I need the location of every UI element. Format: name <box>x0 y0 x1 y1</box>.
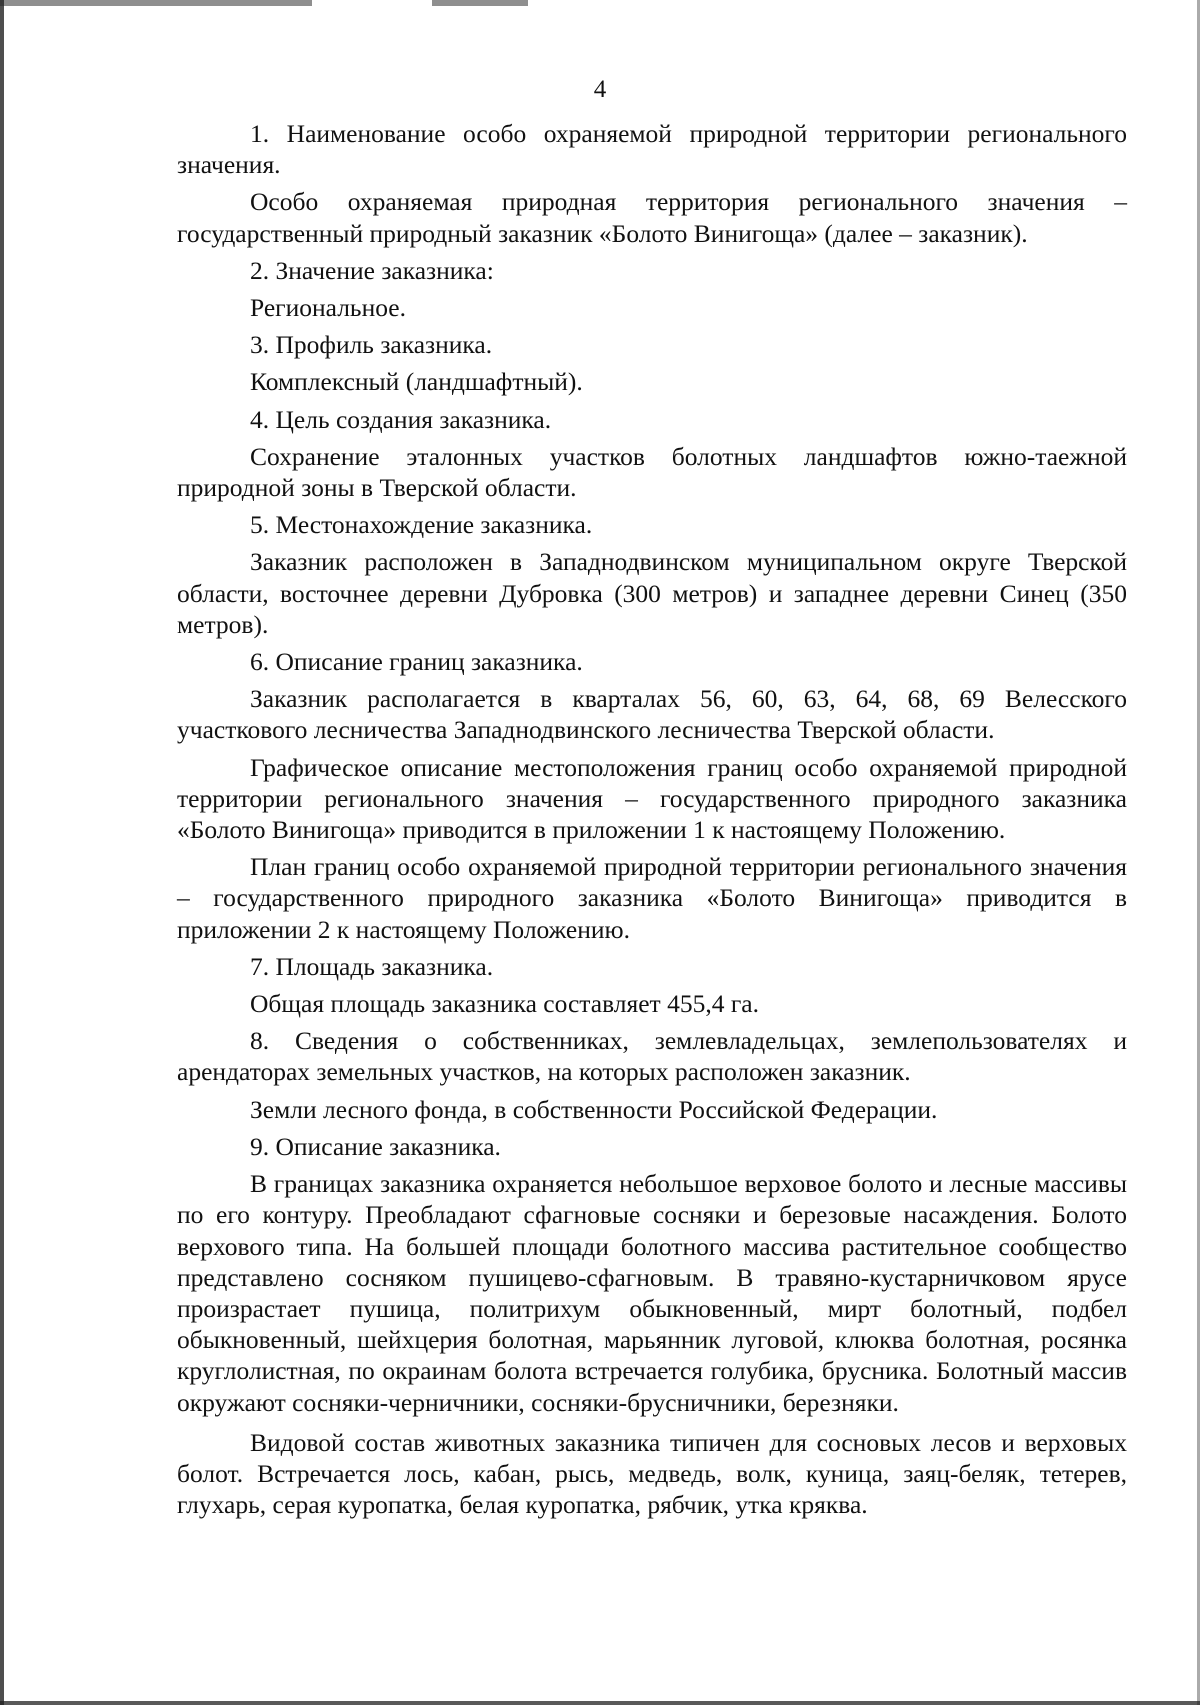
section-4-text: Сохранение эталонных участков болотных ландшафтов южно-таежной природной зоны в Тверской области. <box>177 441 1127 503</box>
section-1-text: Особо охраняемая природная территория регионального значения – государственный природный заказник «Болото Винигоща» (далее – заказник). <box>177 187 1127 248</box>
section-8-text: Земли лесного фонда, в собственности Российской Федерации. <box>250 1094 938 1124</box>
section-6-heading: 6. Описание границ заказника. <box>250 647 583 677</box>
section-1-heading: 1. Наименование особо охраняемой природной территории регионального значения. <box>177 119 1127 180</box>
section-8-heading: 8. Сведения о собственниках, землевладельцах, землепользователях и арендаторах земельных участков, на которых расположен заказник. <box>177 1026 1127 1087</box>
section-5-text: Заказник расположен в Западнодвинском муниципальном округе Тверской области, восточнее деревни Дубровка (300 метров) и западнее деревни Синец (350 метров). <box>177 547 1127 639</box>
section-4-heading: 4. Цель создания заказника. <box>250 404 552 434</box>
section-6-graphic-description: Графическое описание местоположения границ особо охраняемой природной территории регионального значения – государственного природного заказника «Болото Винигоща» приводится в приложении 1 к настоящему Положению. <box>177 752 1127 845</box>
section-3-heading: 3. Профиль заказника. <box>250 330 493 360</box>
section-6-text: Заказник располагается в кварталах 56, 60, 63, 64, 68, 69 Велесского участкового лесничества Западнодвинского лесничества Тверской области. <box>177 684 1127 745</box>
section-7-heading: 7. Площадь заказника. <box>250 951 494 981</box>
section-9-fauna: Видовой состав животных заказника типичен для сосновых лесов и верховых болот. Встречается лось, кабан, рысь, медведь, волк, куница, заяц-беляк, тетерев, глухарь, серая куропатка, белая куропатка, рябчик, утка кряква. <box>177 1427 1127 1520</box>
scan-edge-bottom <box>0 1701 1200 1705</box>
section-2-heading: 2. Значение заказника: <box>250 255 494 285</box>
section-7-text: Общая площадь заказника составляет 455,4 га. <box>250 989 759 1019</box>
section-2-text: Региональное. <box>250 293 406 323</box>
section-9-heading: 9. Описание заказника. <box>250 1131 501 1161</box>
section-5-heading: 5. Местонахождение заказника. <box>250 510 593 540</box>
section-6-plan: План границ особо охраняемой природной территории регионального значения – государственного природного заказника «Болото Винигоща» приводится в приложении 2 к настоящему Положению. <box>177 852 1127 944</box>
section-3-text: Комплексный (ландшафтный). <box>250 367 583 397</box>
section-9-vegetation: В границах заказника охраняется небольшое верховое болото и лесные массивы по его контуру. Преобладают сфагновые сосняки и березовые насаждения. Болото верхового типа. На большей площади болотного массива растительное сообщество представлено сосняком пушицево-сфагновым. В травяно-кустарничковом ярусе произрастает пушица, политрихум обыкновенный, мирт болотный, подбел обыкновенный, шейхцерия болотная, марьянник луговой, клюква болотная, росянка круглолистная, по окраинам болота встречается голубика, брусника. Болотный массив окружают сосняки-черничники, сосняки-брусничники, березняки. <box>177 1169 1127 1417</box>
page-number: 4 <box>593 76 607 103</box>
document-body <box>177 118 1127 1520</box>
scan-edge-left <box>0 0 4 1705</box>
scan-edge-top <box>0 0 1200 6</box>
